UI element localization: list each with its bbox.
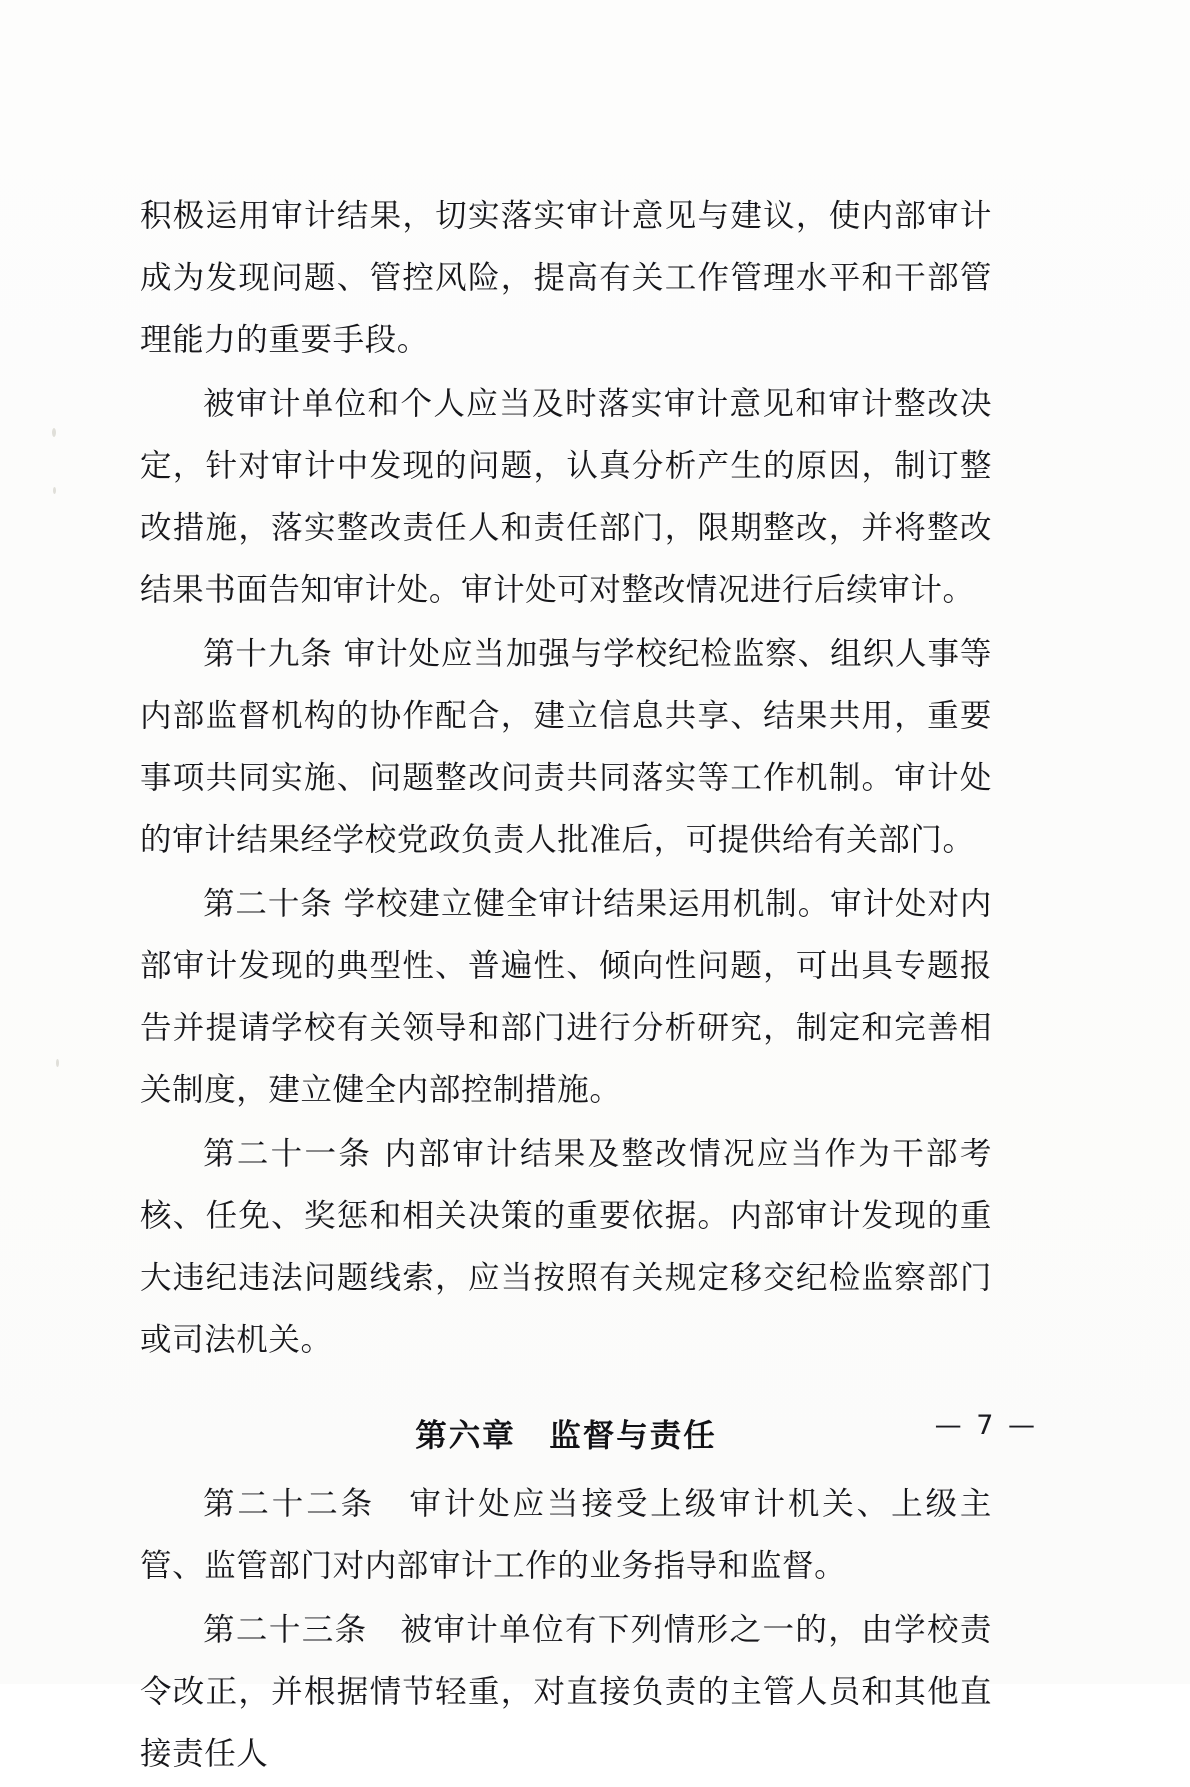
page-number: — 7 — [934,1410,1038,1441]
article-22: 第二十二条 审计处应当接受上级审计机关、上级主管、监管部门对内部审计工作的业务指导和监督。 [140,1486,992,1584]
article-19: 第十九条 审计处应当加强与学校纪检监察、组织人事等内部监督机构的协作配合，建立信息共享、结果共用，重要事项共同实施、问题整改问责共同落实等工作机制。审计处的审计结果经学校党政负责人批准后，可提供给有关部门。 [140,636,992,858]
paragraph-continuation: 积极运用审计结果，切实落实审计意见与建议，使内部审计成为发现问题、管控风险，提高有关工作管理水平和干部管理能力的重要手段。 [140,198,992,358]
paragraph: 被审计单位和个人应当及时落实审计意见和审计整改决定，针对审计中发现的问题，认真分析产生的原因，制订整改措施，落实整改责任人和责任部门，限期整改，并将整改结果书面告知审计处。审计处可对整改情况进行后续审计。 [140,386,992,608]
article-21: 第二十一条 内部审计结果及整改情况应当作为干部考核、任免、奖惩和相关决策的重要依据。内部审计发现的重大违纪违法问题线索，应当按照有关规定移交纪检监察部门或司法机关。 [140,1136,992,1358]
article-23: 第二十三条 被审计单位有下列情形之一的，由学校责令改正，并根据情节轻重，对直接负责的主管人员和其他直接责任人 [140,1612,992,1772]
scan-speck-icon [52,428,56,437]
article-20: 第二十条 学校建立健全审计结果运用机制。审计处对内部审计发现的典型性、普遍性、倾向性问题，可出具专题报告并提请学校有关领导和部门进行分析研究，制定和完善相关制度，建立健全内部控制措施。 [140,886,992,1108]
document-body [140,185,992,1787]
chapter-heading: 第六章 监督与责任 [415,1418,717,1454]
scan-speck-icon [53,487,56,494]
scan-speck-icon [56,1059,59,1067]
